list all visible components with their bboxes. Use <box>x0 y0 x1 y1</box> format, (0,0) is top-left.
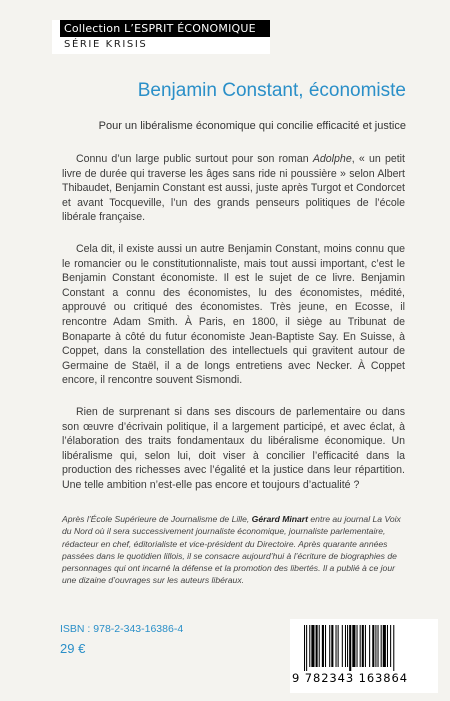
barcode-bar <box>322 625 324 667</box>
barcode-bar <box>309 625 310 667</box>
barcode-bar <box>304 625 305 671</box>
barcode-bar <box>365 625 366 667</box>
barcode-bar <box>352 625 355 667</box>
bio-end: entre au journal La Voix du Nord où il sera successivement journaliste économique, journaliste parlementaire, rédacteur en chef, éditorialiste et vice-président du Directoire. Après quarante années passées dans le quotidien lillois, il se consacre aujourd’hui à l’écriture de biographies de personnages qui ont incarné la défense et la promotion des libertés. Il a publié à ce jour une dizaine d’ouvrages sur les auteurs libéraux. <box>62 514 401 586</box>
book-title: Benjamin Constant, économiste <box>137 80 406 101</box>
barcode-bar <box>362 625 364 667</box>
author-name: Gérard Minart <box>251 514 309 524</box>
barcode-bar <box>325 625 326 667</box>
blurb-paragraph-1 <box>62 152 405 225</box>
series-label: SÉRIE KRISIS <box>64 39 148 50</box>
barcode-bar <box>311 625 314 667</box>
barcode-bar <box>393 625 394 671</box>
barcode-bar <box>383 625 386 667</box>
book-subtitle: Pour un libéralisme économique qui concilie efficacité et justice <box>98 120 406 132</box>
isbn: ISBN : 978-2-343-16386-4 <box>60 623 184 635</box>
blurb-p1-start: Connu d’un large public surtout pour son roman <box>76 153 313 165</box>
barcode-bar <box>372 625 374 667</box>
barcode-bar <box>345 625 346 667</box>
barcode-bar <box>387 625 388 667</box>
barcode-bar <box>369 625 370 667</box>
barcode-bar <box>347 625 348 667</box>
author-bio <box>62 513 405 587</box>
back-cover-blurb <box>62 152 405 509</box>
barcode-bar <box>360 625 361 667</box>
price: 29 € <box>60 641 86 656</box>
barcode-bar <box>375 625 376 667</box>
novel-title: Adolphe <box>312 153 352 165</box>
barcode-bar <box>306 625 307 671</box>
barcode-bar <box>381 625 382 667</box>
blurb-p1-end: , « un petit livre de durée qui traverse les âges sans ride ni poussière » selon Albert Thibaudet, Benjamin Constant est aussi, juste après Turgot et Condorcet et avant Tocqueville, l’un des grands penseurs politiques de l’école libérale française. <box>62 153 405 224</box>
barcode-bar <box>336 625 337 667</box>
blurb-paragraph-3: Rien de surprenant si dans ses discours de parlementaire ou dans son œuvre d’écrivain politique, il a largement participé, et avec éclat, à l’élaboration des traits fondamentaux du libéralisme économique. Un libéralisme qui, selon lui, doit viser à concilier l’efficacité dans la production des richesses avec l’égalité et la justice dans leur répartition. Une telle ambition n’est-elle pas encore et toujours d’actualité ? <box>62 405 405 491</box>
barcode-bar <box>349 625 351 671</box>
bio-start: Après l’École Supérieure de Journalisme de Lille, <box>62 514 252 524</box>
barcode-bar <box>329 625 330 667</box>
blurb-paragraph-2: Cela dit, il existe aussi un autre Benjamin Constant, moins connu que le romancier ou le constitutionnaliste, mais tout aussi important, c’est le Benjamin Constant économiste. Il est le sujet de ce livre. Benjamin Constant a connu des économistes, lu des économistes, médité, approuvé ou critiqué des économistes. Très jeune, en Ecosse, il rencontre Adam Smith. À Paris, en 1800, il siège au Tribunat de Bonaparte à côté du futur économiste Jean-Baptiste Say. En Suisse, à Coppet, dans la constellation des intellectuels qui gravitent autour de Germaine de Staël, il a de longs entretiens avec Necker. À Coppet encore, il rencontre souvent Sismondi. <box>62 242 405 387</box>
barcode-bar <box>331 625 333 667</box>
barcode-number: 9 782343 163864 <box>292 671 408 685</box>
barcode-bar <box>338 625 339 667</box>
barcode <box>290 619 438 693</box>
barcode-bar <box>357 625 358 667</box>
barcode-bars <box>304 625 424 671</box>
barcode-bar <box>390 625 391 667</box>
collection-label: Collection L’ESPRIT ÉCONOMIQUE <box>60 20 270 37</box>
barcode-bar <box>378 625 379 667</box>
barcode-bar <box>319 625 320 667</box>
barcode-bar <box>316 625 318 667</box>
barcode-bar <box>342 625 343 667</box>
